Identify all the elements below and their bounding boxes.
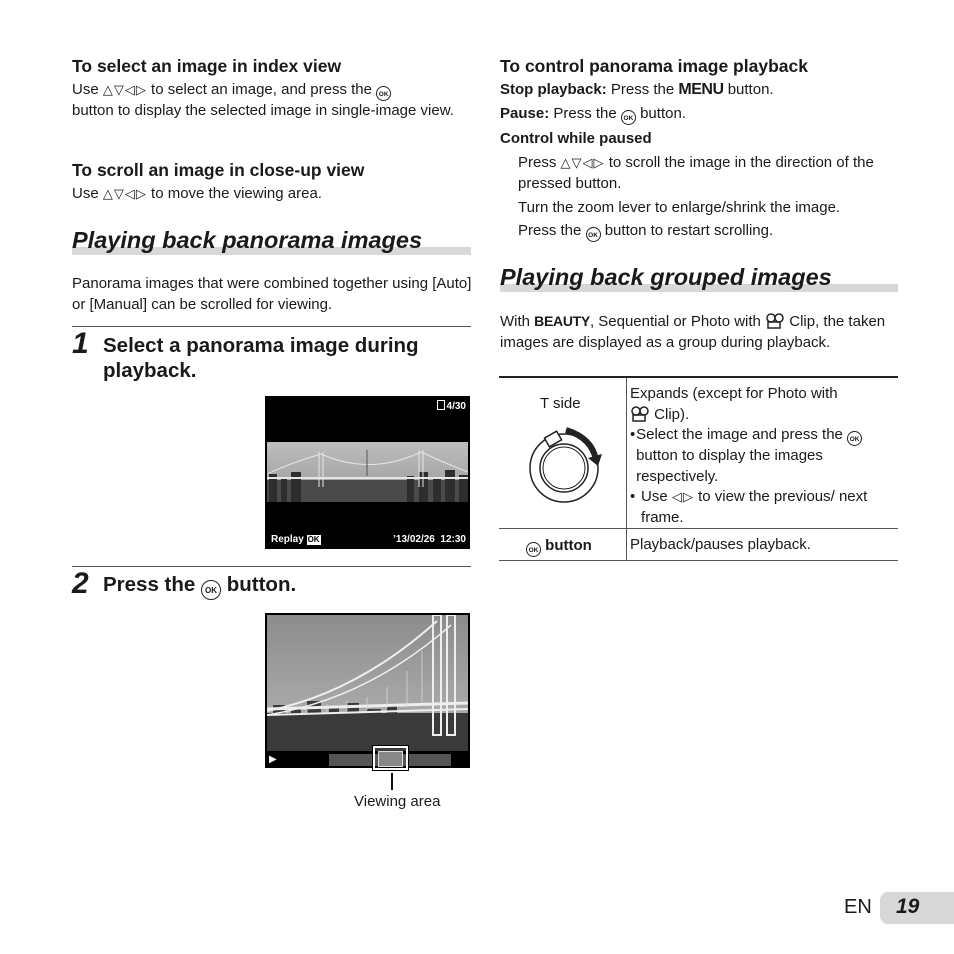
replay-label: Replay OK xyxy=(271,534,320,545)
frame-counter: 4/30 xyxy=(437,400,466,412)
grouped-intro: With BEAUTY, Sequential or Photo with Clip, the taken images are displayed as a group during playback. xyxy=(500,313,886,351)
movie-camera-icon xyxy=(630,406,650,422)
table-top-rule xyxy=(499,376,898,378)
arrow-keys-icon: △▽◁▷ xyxy=(102,82,147,97)
ok-badge: OK xyxy=(307,535,320,544)
stop-playback-line: Stop playback: Press the MENU button. xyxy=(500,81,774,98)
movie-camera-icon xyxy=(765,313,785,329)
language-label: EN xyxy=(844,896,872,918)
closeup-text: Use △▽◁▷ to move the viewing area. xyxy=(72,185,322,202)
play-icon: ▶ xyxy=(269,754,277,765)
arrow-keys-icon: △▽◁▷ xyxy=(560,155,605,170)
paused-scroll-text: Press △▽◁▷ to scroll the image in the direction of the pressed button. xyxy=(518,154,874,192)
page-number: 19 xyxy=(896,895,920,918)
ok-button-description: Playback/pauses playback. xyxy=(630,536,811,553)
bridge-photo xyxy=(267,615,468,751)
bullet-item: • Use ◁▷ to view the previous/ next frame. xyxy=(630,488,868,526)
restart-text: Press the OK button to restart scrolling. xyxy=(518,221,773,242)
panorama-section-title: Playing back panorama images xyxy=(72,227,423,253)
index-view-heading: To select an image in index view xyxy=(72,56,342,76)
ok-button-icon: OK xyxy=(847,431,862,446)
bullet-item: • Select the image and press the OK button to display the images respectively. xyxy=(630,425,892,487)
ok-button-icon: OK xyxy=(621,110,636,125)
ok-button-icon: OK xyxy=(586,227,601,242)
panorama-intro: Panorama images that were combined together using [Auto] or [Manual] can be scrolled for viewing. xyxy=(72,275,472,313)
t-side-description: Expands (except for Photo with Clip). • Select the image and press the OK button to display the images respectively. • Use ◁▷ to view the previous/ next frame. xyxy=(630,384,892,528)
ok-button-icon: OK xyxy=(201,580,221,600)
ok-button-icon: OK xyxy=(526,542,541,557)
panorama-screen xyxy=(265,396,470,549)
grouped-section-title: Playing back grouped images xyxy=(500,264,832,290)
ok-button-icon: OK xyxy=(376,86,391,101)
pause-line: Pause: Press the OK button. xyxy=(500,104,686,125)
viewing-area-frame xyxy=(373,746,408,770)
step-number: 2 xyxy=(72,567,89,600)
table-bottom-rule xyxy=(499,560,898,561)
control-heading: To control panorama image playback xyxy=(500,56,808,76)
zoom-text: Turn the zoom lever to enlarge/shrink the image. xyxy=(518,199,841,216)
step1-text: Select a panorama image during playback. xyxy=(103,334,419,382)
callout-line xyxy=(391,773,393,790)
zoom-lever-icon xyxy=(526,424,606,508)
beauty-label: BEAUTY xyxy=(534,313,590,329)
step-number: 1 xyxy=(72,327,89,360)
left-right-arrow-icon: ◁▷ xyxy=(671,489,694,504)
index-view-text: Use △▽◁▷ to select an image, and press the OK button to display the selected image in single-image view. xyxy=(72,81,454,119)
date-time: ’13/02/26 12:30 xyxy=(393,534,466,545)
viewing-area-caption: Viewing area xyxy=(354,793,441,810)
table-col-divider xyxy=(626,378,627,560)
closeup-heading: To scroll an image in close-up view xyxy=(72,160,365,180)
arrow-keys-icon: △▽◁▷ xyxy=(102,186,147,201)
t-side-label: T side xyxy=(540,395,581,412)
closeup-screen xyxy=(265,613,470,768)
ok-button-label: OK button xyxy=(526,536,592,557)
panorama-photo xyxy=(267,442,468,502)
divider xyxy=(72,566,471,567)
divider xyxy=(72,326,471,327)
card-icon xyxy=(437,400,445,410)
table-row-divider xyxy=(499,528,898,529)
step2-text: Press the OK button. xyxy=(103,572,296,600)
paused-heading: Control while paused xyxy=(500,130,652,147)
menu-label: MENU xyxy=(678,81,724,98)
